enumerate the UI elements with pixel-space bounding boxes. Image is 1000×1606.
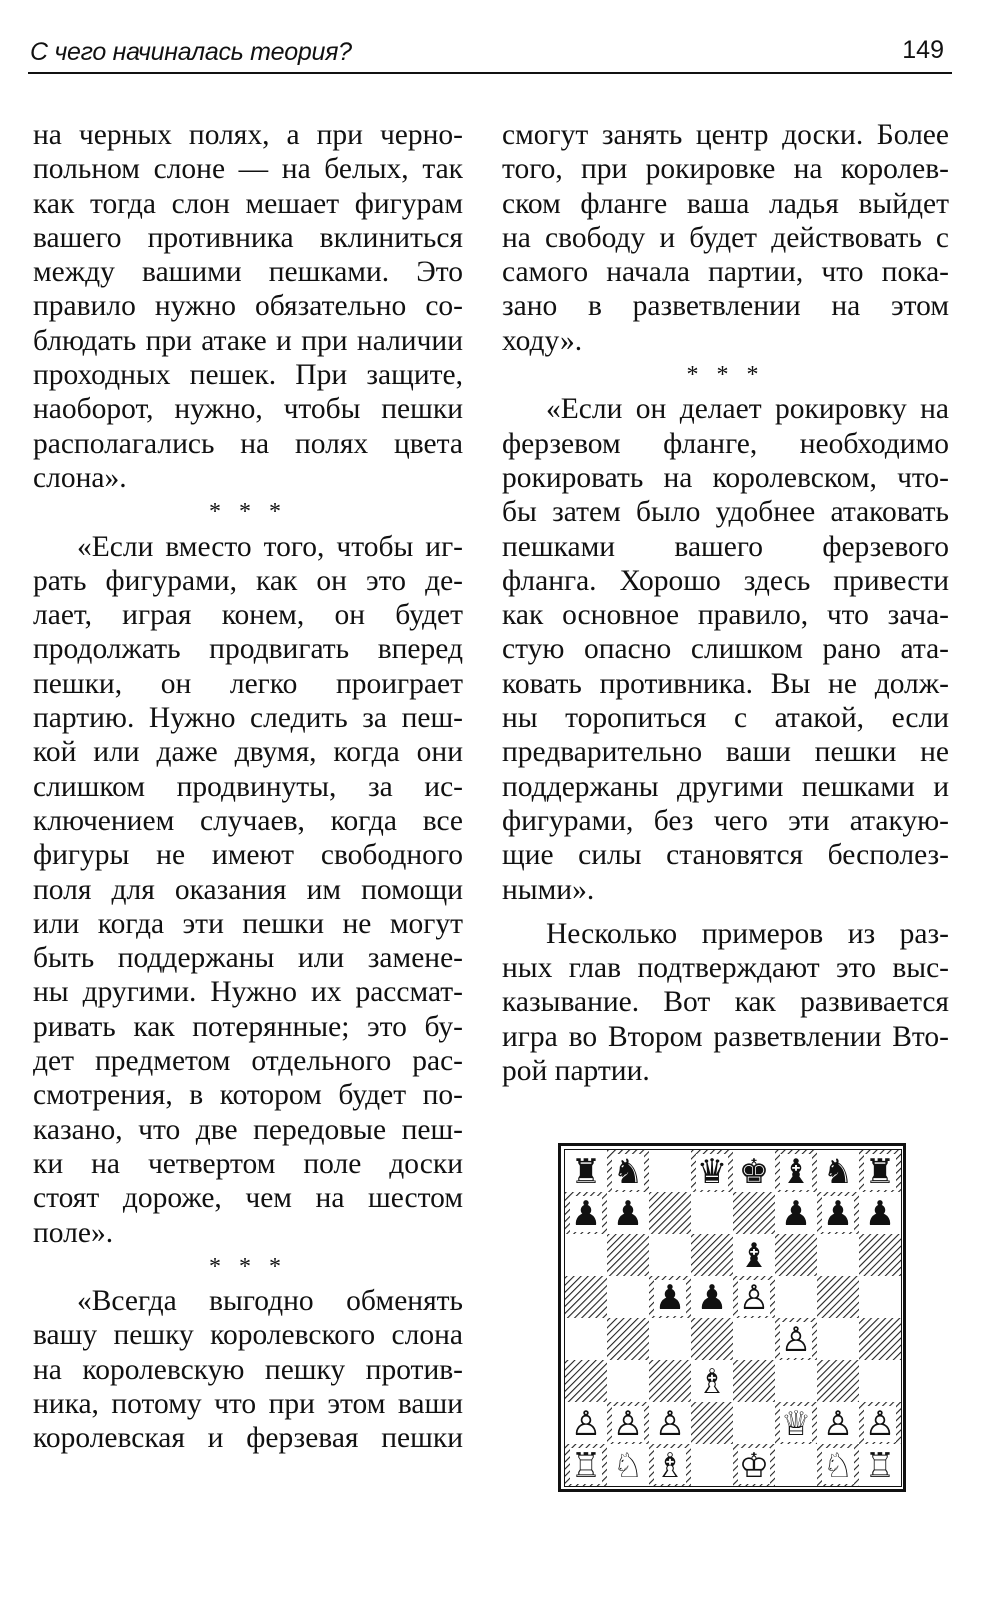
text-line: вашу пешку королевского слона	[33, 1319, 463, 1352]
text-line: ключением случаев, когда все	[33, 804, 463, 837]
text-line: самого начала партии, что пока-	[502, 256, 949, 289]
text-line: рать фигурами, как он это де-	[33, 564, 463, 597]
text-line: вашего противника вклиниться	[33, 221, 463, 254]
text-line: дет предметом отдельного рас-	[33, 1045, 463, 1078]
black-pawn-icon: ♟	[654, 1278, 686, 1318]
light-square	[859, 1360, 901, 1402]
dark-square	[775, 1234, 817, 1276]
text-line: щие силы становятся бесполез-	[502, 839, 949, 872]
white-knight-icon: ♘	[612, 1446, 644, 1486]
paragraph-5	[502, 917, 949, 1088]
black-rook-icon: ♜	[864, 1152, 896, 1192]
text-line: рокировать на королевском, что-	[502, 461, 949, 494]
white-pawn-icon: ♙	[654, 1404, 686, 1444]
text-line: поля для оказания им помощи	[33, 873, 463, 906]
light-square	[775, 1276, 817, 1318]
right-column	[502, 118, 949, 1088]
text-line: кой или даже двумя, когда они	[33, 736, 463, 769]
text-line: польном слоне — на белых, так	[33, 153, 463, 186]
white-king-icon: ♔	[738, 1446, 770, 1486]
black-pawn-icon: ♟	[822, 1194, 854, 1234]
dark-square	[565, 1360, 607, 1402]
text-line: бы затем было удобнее атаковать	[502, 496, 949, 529]
light-square	[817, 1234, 859, 1276]
paragraph-2	[33, 530, 463, 1250]
text-line: поддержаны другими пешками и	[502, 770, 949, 803]
text-line: партию. Нужно следить за пеш-	[33, 702, 463, 735]
white-bishop-icon: ♗	[696, 1362, 728, 1402]
dark-square	[733, 1360, 775, 1402]
paragraph-4	[502, 392, 949, 906]
text-line: стоят дороже, чем на шестом	[33, 1182, 463, 1215]
text-line: между вашими пешками. Это	[33, 256, 463, 289]
light-square	[817, 1318, 859, 1360]
light-square	[607, 1360, 649, 1402]
text-line: «Если вместо того, чтобы иг-	[77, 530, 463, 563]
text-line: поле».	[33, 1216, 114, 1249]
white-pawn-icon: ♙	[780, 1320, 812, 1360]
running-header-title: С чего начиналась теория?	[30, 38, 352, 66]
white-rook-icon: ♖	[864, 1446, 896, 1486]
section-separator: * * *	[686, 362, 765, 389]
left-column	[33, 118, 463, 1456]
text-line: ферзевом фланге, необходимо	[502, 427, 949, 460]
chess-board	[565, 1150, 901, 1486]
text-line: рой партии.	[502, 1055, 650, 1088]
black-knight-icon: ♞	[822, 1152, 854, 1192]
black-pawn-icon: ♟	[612, 1194, 644, 1234]
dark-square	[691, 1402, 733, 1444]
chess-diagram	[558, 1143, 906, 1492]
white-knight-icon: ♘	[822, 1446, 854, 1486]
paragraph-gap	[502, 907, 949, 917]
white-pawn-icon: ♙	[612, 1404, 644, 1444]
dark-square	[733, 1192, 775, 1234]
white-pawn-icon: ♙	[822, 1404, 854, 1444]
light-square	[565, 1318, 607, 1360]
text-line: как тогда слон мешает фигурам	[33, 187, 463, 220]
text-line: фигурами, без чего эти атакую-	[502, 804, 949, 837]
text-line: пешками вашего ферзевого	[502, 530, 949, 563]
text-line: зано в разветвлении на этом	[502, 290, 949, 323]
dark-square	[607, 1234, 649, 1276]
text-line: фланга. Хорошо здесь привести	[502, 564, 949, 597]
text-line: фигуры не имеют свободного	[33, 839, 463, 872]
light-square	[733, 1318, 775, 1360]
black-bishop-icon: ♝	[738, 1236, 770, 1276]
text-line: ском фланге ваша ладья выйдет	[502, 187, 949, 220]
black-king-icon: ♚	[738, 1152, 770, 1192]
dark-square	[691, 1234, 733, 1276]
text-line: казывание. Вот как развивается	[502, 986, 949, 1019]
dark-square	[859, 1318, 901, 1360]
white-pawn-icon: ♙	[738, 1278, 770, 1318]
black-rook-icon: ♜	[570, 1152, 602, 1192]
text-line: «Если он делает рокировку на	[546, 393, 949, 426]
text-line: того, при рокировке на королев-	[502, 153, 949, 186]
paragraph-continued	[502, 118, 949, 358]
text-line: ходу».	[502, 324, 583, 357]
white-pawn-icon: ♙	[864, 1404, 896, 1444]
black-pawn-icon: ♟	[570, 1194, 602, 1234]
text-line: как основное правило, что зача-	[502, 599, 949, 632]
paragraph-3	[33, 1284, 463, 1455]
text-line: казано, что две передовые пеш-	[33, 1113, 463, 1146]
black-queen-icon: ♛	[696, 1152, 728, 1192]
light-square	[775, 1360, 817, 1402]
text-line: ны торопиться с атакой, если	[502, 702, 949, 735]
black-pawn-icon: ♟	[780, 1194, 812, 1234]
text-line: ривать как потерянные; это бу-	[33, 1010, 463, 1043]
text-line: пешки, он легко проиграет	[33, 667, 463, 700]
text-line: на черных полях, а при черно-	[33, 119, 463, 151]
black-pawn-icon: ♟	[696, 1278, 728, 1318]
text-line: ника, потому что при этом ваши	[33, 1387, 463, 1420]
header-rule	[28, 72, 952, 74]
black-bishop-icon: ♝	[780, 1152, 812, 1192]
text-line: ки на четвертом поле доски	[33, 1147, 463, 1180]
white-pawn-icon: ♙	[570, 1404, 602, 1444]
light-square	[649, 1318, 691, 1360]
light-square	[649, 1150, 691, 1192]
text-line: предварительно ваши пешки не	[502, 736, 949, 769]
paragraph-1	[33, 118, 463, 495]
text-line: ных глав подтверждают это выс-	[502, 952, 949, 985]
text-line: на королевскую пешку против-	[33, 1353, 463, 1386]
light-square	[775, 1444, 817, 1486]
text-line: правило нужно обязательно со-	[33, 290, 463, 323]
text-line: игра во Втором разветвлении Вто-	[502, 1020, 949, 1053]
chess-board-inner	[564, 1149, 902, 1487]
dark-square	[691, 1318, 733, 1360]
text-line: ковать противника. Вы не долж-	[502, 667, 949, 700]
light-square	[859, 1276, 901, 1318]
dark-square	[649, 1360, 691, 1402]
text-line: Несколько примеров из раз-	[546, 917, 949, 950]
black-knight-icon: ♞	[612, 1152, 644, 1192]
page-number: 149	[902, 36, 944, 64]
light-square	[649, 1234, 691, 1276]
light-square	[733, 1402, 775, 1444]
text-line: ны другими. Нужно их рассмат-	[33, 976, 463, 1009]
text-line: проходных пешек. При защите,	[33, 359, 463, 392]
text-line: продолжать продвигать вперед	[33, 633, 463, 666]
text-line: смогут занять центр доски. Более	[502, 119, 949, 151]
text-line: слона».	[33, 461, 127, 494]
light-square	[691, 1444, 733, 1486]
text-line: королевская и ферзевая пешки	[33, 1422, 463, 1455]
text-line: на свободу и будет действовать с	[502, 221, 949, 254]
dark-square	[859, 1234, 901, 1276]
text-line: слишком продвинуты, за ис-	[33, 770, 463, 803]
dark-square	[817, 1276, 859, 1318]
text-line: ными».	[502, 873, 595, 906]
text-line: наоборот, нужно, чтобы пешки	[33, 393, 463, 426]
white-rook-icon: ♖	[570, 1446, 602, 1486]
dark-square	[649, 1192, 691, 1234]
section-separator: * * *	[209, 1253, 287, 1280]
text-line: смотрения, в котором будет по-	[33, 1079, 463, 1112]
dark-square	[817, 1360, 859, 1402]
text-line: располагались на полях цвета	[33, 427, 463, 460]
dark-square	[607, 1318, 649, 1360]
text-line: быть поддержаны или замене-	[33, 942, 463, 975]
white-bishop-icon: ♗	[654, 1446, 686, 1486]
light-square	[565, 1234, 607, 1276]
white-queen-icon: ♕	[780, 1404, 812, 1444]
section-separator: * * *	[209, 499, 287, 526]
light-square	[691, 1192, 733, 1234]
dark-square	[565, 1276, 607, 1318]
black-pawn-icon: ♟	[864, 1194, 896, 1234]
text-line: лает, играя конем, он будет	[33, 599, 463, 632]
text-line: стую опасно слишком рано ата-	[502, 633, 949, 666]
text-line: «Всегда выгодно обменять	[77, 1285, 463, 1318]
text-line: блюдать при атаке и при наличии	[33, 324, 463, 357]
light-square	[607, 1276, 649, 1318]
text-line: или когда эти пешки не могут	[33, 907, 463, 940]
